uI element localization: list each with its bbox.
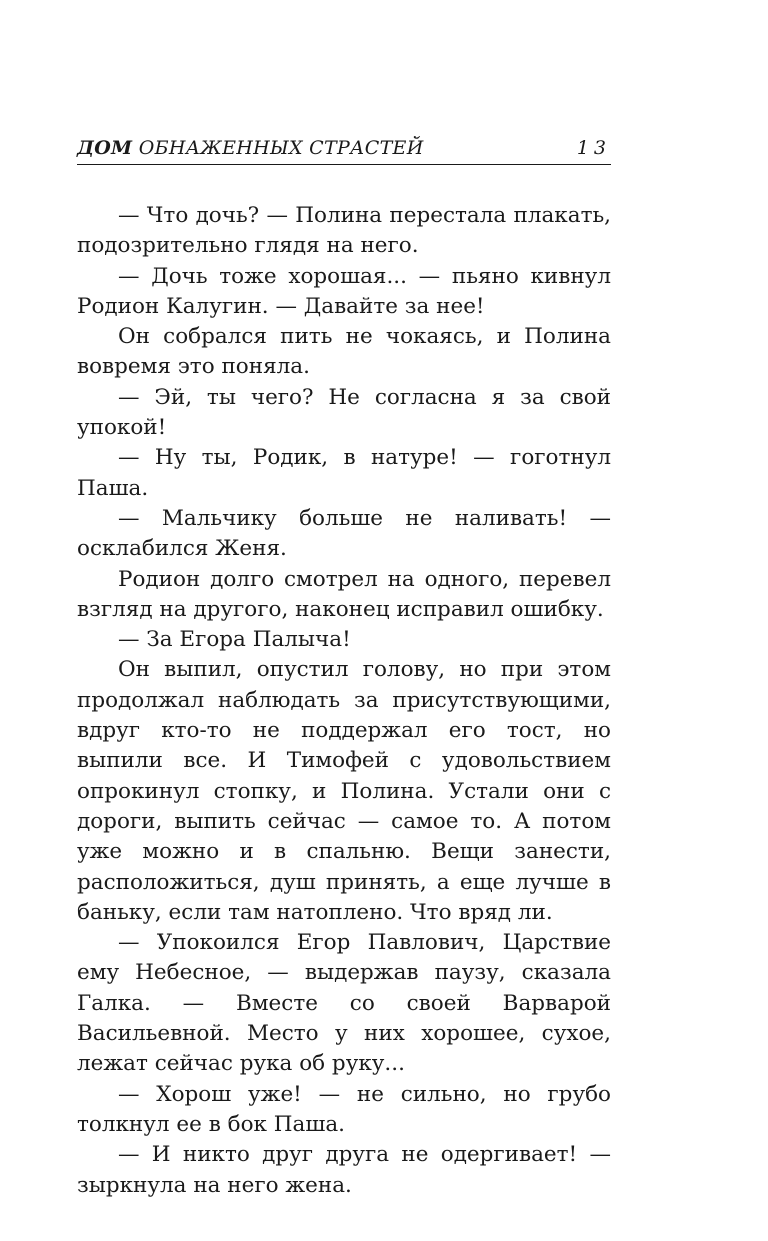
paragraph: — Хорош уже! — не сильно, но грубо толкнул ее в бок Паша. <box>77 1081 611 1137</box>
running-title-rest: ОБНАЖЕННЫХ СТРАСТЕЙ <box>132 137 424 159</box>
paragraph: — Ну ты, Родик, в натуре! — гоготнул Паша. <box>77 445 611 501</box>
text-body <box>77 201 611 1201</box>
paragraph: Родион долго смотрел на одного, перевел взгляд на другого, наконец исправил ошибку. <box>77 566 611 622</box>
paragraph: — Мальчику больше не наливать! — осклабился Женя. <box>77 505 611 562</box>
page-number: 13 <box>576 137 611 159</box>
paragraph: — За Егора Палыча! <box>118 627 351 653</box>
running-title <box>77 136 424 160</box>
paragraph: — Эй, ты чего? Не согласна я за свой упокой! <box>77 384 611 441</box>
paragraph: — Что дочь? — Полина перестала плакать, подозрительно глядя на него. <box>77 203 611 259</box>
paragraph: Он собрался пить не чокаясь, и Полина вовремя это поняла. <box>77 324 611 380</box>
paragraph: — Упокоился Егор Павлович, Царствие ему Небесное, — выдержав паузу, сказала Галка. — Вместе со своей Варварой Васильевной. Место у них хорошее, сухое, лежат сейчас рука об руку... <box>77 930 611 1077</box>
paragraph: — И никто друг друга не одергивает! — зыркнула на него жена. <box>77 1142 611 1198</box>
running-head <box>77 134 611 165</box>
running-title-bold: ДОМ <box>77 137 133 159</box>
paragraph: Он выпил, опустил голову, но при этом продолжал наблюдать за присутствующими, вдруг кто-то не поддержал его тост, но выпили все. И Тимофей с удовольствием опрокинул стопку, и Полина. Устали они с дороги, выпить сейчас — самое то. А потом уже можно и в спальню. Вещи занести, расположиться, душ принять, а еще лучше в баньку, если там натоплено. Что вряд ли. <box>77 657 611 925</box>
paragraph: — Дочь тоже хорошая... — пьяно кивнул Родион Калугин. — Давайте за нее! <box>77 263 611 319</box>
